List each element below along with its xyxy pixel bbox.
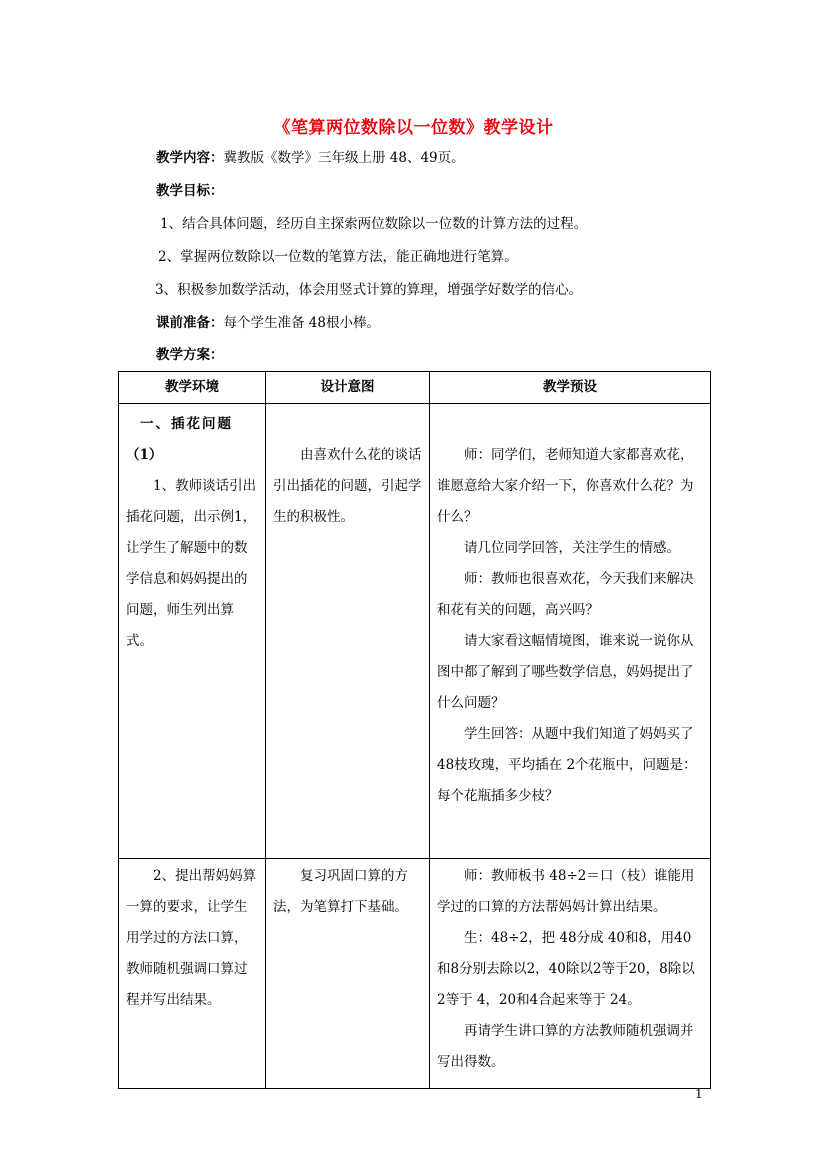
- teaching-plan-table: [118, 371, 711, 1089]
- prep-line: [156, 313, 380, 333]
- goal-item: 3、积极参加数学活动，体会用竖式计算的算理，增强学好数学的信心。: [155, 282, 583, 298]
- preset-paragraph: 再请学生讲口算的方法教师随机强调并写出得数。: [437, 1023, 694, 1070]
- table-row: [119, 404, 711, 859]
- preset-paragraph: 师：教师也很喜欢花，今天我们来解决和花有关的问题，高兴吗？: [437, 571, 694, 618]
- document-title: 《笔算两位数除以一位数》教学设计: [273, 118, 554, 138]
- row1-intent: [266, 404, 430, 859]
- row2-preset: [430, 859, 711, 1089]
- table-row: [119, 859, 711, 1089]
- prep-label: 课前准备：: [156, 315, 224, 331]
- goal-item: 1、结合具体问题，经历自主探索两位数除以一位数的计算方法的过程。: [160, 216, 588, 232]
- row2-environment: [119, 859, 266, 1089]
- goals-label: 教学目标：: [156, 183, 224, 199]
- goals-heading: [156, 181, 224, 201]
- preset-paragraph: 请几位同学回答，关注学生的情感。: [464, 540, 680, 556]
- teaching-content-value: 冀教版《数学》三年级上册 48、49页。: [223, 150, 465, 166]
- row2-intent: [266, 859, 430, 1089]
- header-environment: 教学环境: [119, 372, 266, 404]
- intent-text: 由喜欢什么花的谈话引出插花的问题，引起学生的积极性。: [273, 447, 422, 525]
- environment-text: 1、教师谈话引出插花问题，出示例1，让学生了解题中的数学信息和妈妈提出的问题，师生列出算式。: [126, 478, 257, 649]
- row1-preset: [430, 404, 711, 859]
- intent-text: 复习巩固口算的方法，为笔算打下基础。: [273, 868, 408, 915]
- plan-label: 教学方案：: [156, 347, 224, 363]
- goal-item: 2、掌握两位数除以一位数的笔算方法，能正确地进行笔算。: [158, 249, 518, 265]
- header-preset: 教学预设: [430, 372, 711, 404]
- teaching-content-label: 教学内容：: [156, 150, 224, 166]
- page-number: 1: [695, 1087, 703, 1101]
- preset-paragraph: 生：48÷2，把 48分成 40和8，用40和8分别去除以2，40除以2等于20，8除以2等于 4，20和4合起来等于 24。: [437, 930, 695, 1008]
- preset-paragraph: 师：同学们，老师知道大家都喜欢花，谁愿意给大家介绍一下，你喜欢什么花？为什么？: [437, 447, 694, 525]
- preset-paragraph: 学生回答：从题中我们知道了妈妈买了48枝玫瑰，平均插在 2个花瓶中，问题是：每个花瓶插多少枝？: [437, 726, 697, 804]
- section-subtitle: （1）: [126, 447, 163, 463]
- row1-environment: [119, 404, 266, 859]
- table-header-row: [119, 372, 711, 404]
- preset-paragraph: 请大家看这幅情境图，谁来说一说你从图中都了解到了哪些数学信息，妈妈提出了什么问题？: [437, 633, 694, 711]
- environment-text: 2、提出帮妈妈算一算的要求，让学生用学过的方法口算，教师随机强调口算过程并写出结果。: [126, 868, 257, 1008]
- preset-paragraph: 师：教师板书 48÷2＝口（枝）谁能用学过的口算的方法帮妈妈计算出结果。: [437, 868, 695, 915]
- teaching-content-line: [156, 148, 465, 168]
- prep-value: 每个学生准备 48根小棒。: [223, 315, 380, 331]
- plan-heading: [156, 345, 224, 365]
- section-title: 一、插花问题: [140, 416, 233, 432]
- header-intent: 设计意图: [266, 372, 430, 404]
